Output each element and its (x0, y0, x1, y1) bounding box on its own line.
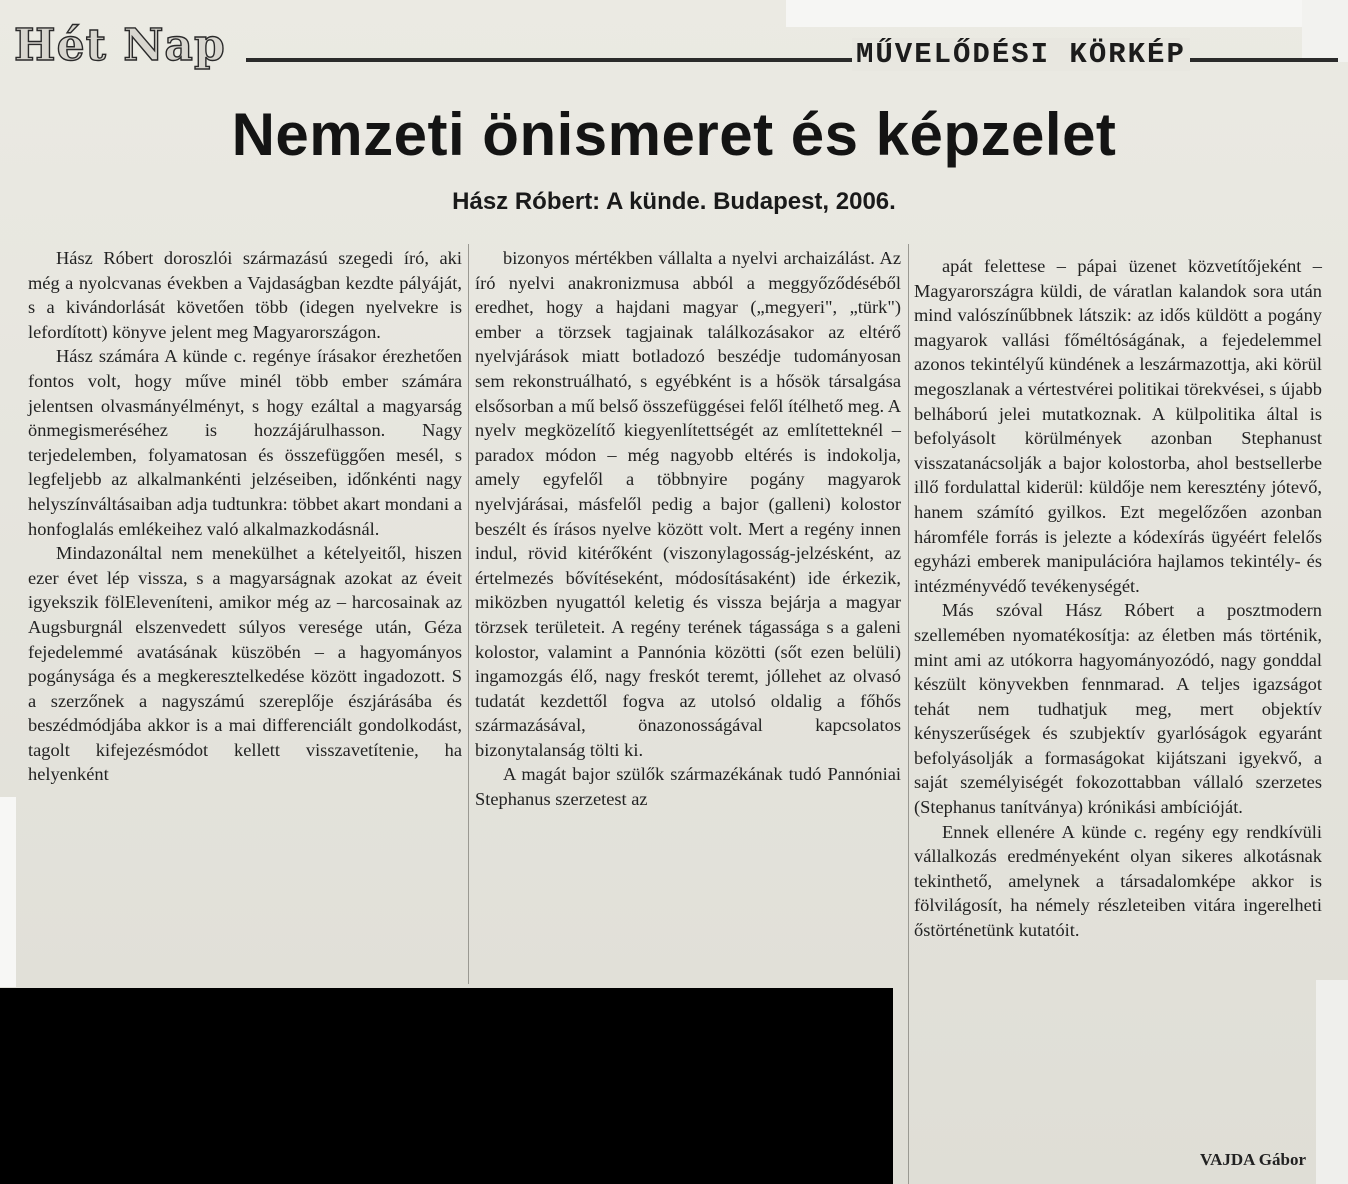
article-subtitle: Hász Róbert: A künde. Budapest, 2006. (452, 188, 896, 215)
scan-edge-top-right (1302, 0, 1348, 62)
scan-edge-top (786, 0, 1302, 27)
paragraph: Hász Róbert doroszlói származású szegedi író, aki még a nyolcvanas években a Vajdaságban kezdte pályáját, s a kivándorlását követően több (idegen nyelvekre is lefordított) könyve jelent meg Magyarországon. (28, 248, 462, 342)
article-column-2 (475, 246, 901, 812)
masthead-logo: Hét Nap (14, 20, 226, 71)
paragraph: apát felettese – pápai üzenet közvetítőjeként – Magyarországra küldi, de váratlan kalandok sora után mind valószínűbbnek látszik: az idős küldött a pogány magyarok vallási főméltóságának, a fejedelemmel azonos tekintélyű kündének a leszármazottja, aki körül megoszlanak a vértestvérei politikai törekvései, s újabb belháború jelei mutatkoznak. A külpolitika által is befolyásolt körülmények azonban Stephanust visszatanácsolják a bajor kolostorba, ahol bestsellerbe illő fordulattal kiderül: küldője nem keresztény jótevő, hanem számító gyilkos. Ezt megelőzően azonban háromféle forrás is jelezte a kódexírás ügyéért felelős egyházi emberek manipulációra hajlamos tekintély- és intézményvédő tevékenységét. (914, 256, 1322, 596)
scan-edge-right (1316, 980, 1348, 1184)
paragraph: Hász számára A künde c. regénye írásakor érezhetően fontos volt, hogy műve minél több ember számára jelentsen olvasmányélményt, s hogy ezáltal a magyarság önmegismeréséhez is hozzájárulhasson. Nagy terjedelemben, folyamatosan és összefüggően mesél, s legfeljebb az alkalmankénti jelzéseiben, időnkénti nagy helyszínváltásaiban adja tudtunkra: többet akart mondani a honfoglalás emlékeihez való alkalmazkodásnál. (28, 346, 462, 539)
redaction-block (0, 988, 893, 1184)
paragraph: Mindazonáltal nem menekülhet a kételyeitől, hiszen ezer évet lép vissza, s a magyarságnak azokat az éveit igyekszik fölEleveníteni, amikor még az – harcosainak az Augsburgnál elszenvedett súlyos veresége után, Géza fejedelemmé avatásának küszöbén – a hagyományos pogánysága és a megkeresztelkedése között ingadozott. S a szerzőnek a nagyszámú szereplője észjárásába és beszédmódjába akkor is a mai differenciált gondolkodást, tagolt kifejezésmódot kellett visszavetítenie, ha helyenként (28, 543, 462, 785)
article-column-3 (914, 254, 1322, 943)
paragraph: bizonyos mértékben vállalta a nyelvi archaizálást. Az író nyelvi anakronizmusa abból a meggyőződéséből eredhet, hogy a hajdani magyar („megyeri", „türk") ember a törzsek tagjainak találkozásakor az eltérő nyelvjárások miatt botladozó beszédje tudományosan sem rekonstruálható, s egyébként is a hősök társalgása elsősorban a mű belső összefüggései felől ítélhető meg. A nyelv megközelítő kiegyenlítettségét az említetteknél – paradox módon – még nagyobb eltérés is indokolja, amely egyfelől a többnyire pogány magyarok nyelvjárásai, másfelől pedig a bajor (galleni) kolostor beszélt és írásos nyelve között volt. Mert a regény innen indul, rövid kitérőként (viszonylagosság-jelzésként, az értelmezés bővítéseként, módosításaként) ide érkezik, miközben nyugattól keletig és vissza bejárja a magyar törzsek területeit. A regény terének tágassága s a galeni kolostor, valamint a Pannónia közötti (sőt ezen belüli) ingamozgás élő, nagy freskót teremt, jóllehet az olvasó tudatát kezdettől fogva az utolsó oldalig a főhős származásával, önazonosságával kapcsolatos bizonytalanság tölti ki. (475, 248, 901, 760)
scan-edge-left (0, 797, 16, 987)
author-signature: VAJDA Gábor (1200, 1150, 1306, 1169)
article-column-1 (28, 246, 462, 787)
article-title: Nemzeti önismeret és képzelet (231, 101, 1117, 168)
paragraph: Ennek ellenére A künde c. regény egy rendkívüli vállalkozás eredményeként olyan sikeres alkotásnak tekinthető, amelynek a társadalomképe akkor is fölvilágosít, ha némely részleteiben vitára ingerelheti őstörténetünk kutatóit. (914, 821, 1322, 941)
section-label: MŰVELŐDÉSI KÖRKÉP (852, 38, 1190, 71)
column-divider (908, 244, 909, 1184)
column-divider (468, 244, 469, 984)
paragraph: A magát bajor szülők származékának tudó Pannóniai Stephanus szerzetest az (475, 764, 901, 810)
paragraph: Más szóval Hász Róbert a posztmodern szellemében nyomatékosítja: az életben más történik, mint ami az utókorra hagyományozódó, nagy gonddal készült könyvekben fennmarad. A teljes igazságot tehát nem tudhatjuk meg, mert objektív kényszerűségek és szubjektív gyarlóságok egyaránt befolyásolják a formaságokat kijátszani igyekvő, a saját személyiségét fokozottabban vállaló szerzetes (Stephanus tanítványa) krónikási ambícióját. (914, 600, 1322, 818)
